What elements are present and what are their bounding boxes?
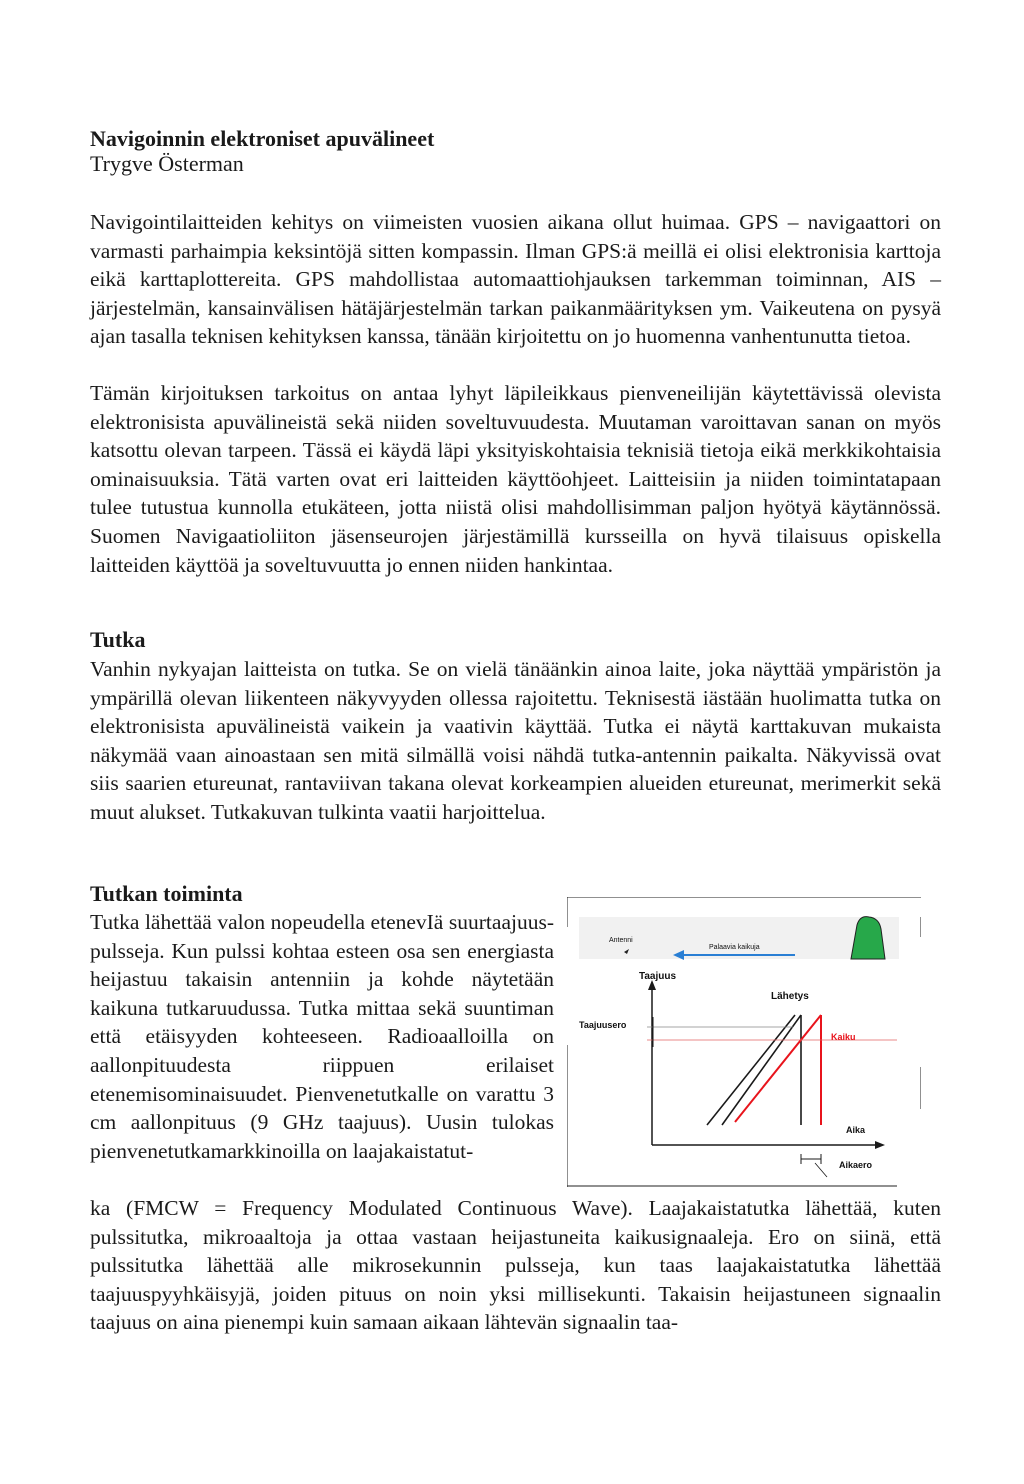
time-diff-leader <box>815 1163 827 1177</box>
transmit-sweep-1 <box>707 1015 795 1125</box>
tutka-paragraph: Vanhin nykyajan laitteista on tutka. Se on vielä tänäänkin ainoa laite, joka näyttää ympäristön ja ympärillä olevan liikenteen näkyvyyden ollessa rajoitettu. Teknisestä iästään huolimatta tutka on elektronisista apuvälineistä vaikein ja vaativin käyttää. Tutka ei näytä karttakuvan mukaista näkymää vaan ainoastaan sen mitä silmällä voisi nähdä tutka-antennin paikalta. Näkyvissä ovat siis saarien etureunat, rantaviivan takana olevat korkeampien alueiden etureunat, merimerkit sekä muut alukset. Tutkakuvan tulkinta vaatii harjoittelua. <box>90 657 941 824</box>
intro-paragraph-2: Tämän kirjoituksen tarkoitus on antaa lyhyt läpileikkaus pienveneilijän käytettävissä olevista elektronisista apuvälineistä sekä niiden soveltuvuudesta. Muutaman varoittavan sanan on myös katsottu olevan tarpeen. Tässä ei käydä läpi yksityiskohtaisia teknisiä tietoja eikä merkkikohtaisia ominaisuuksia. Tätä varten ovat eri laitteiden käyttöohjeet. Laitteisiin ja niiden toimintatapaan tulee tutustua kunnolla etukäteen, jotta niistä olisi mahdollisimman paljon hyötyä käytännössä. Suomen Navigaatioliiton jäsenseurojen järjestämillä kursseilla on hyvä tilaisuus opiskella laitteiden käyttöä ja soveltuvuutta jo ennen niiden hankintaa. <box>90 381 941 577</box>
echo-label: Kaiku <box>831 1032 856 1042</box>
frequency-axis-label: Taajuus <box>639 971 677 982</box>
time-axis-label: Aika <box>846 1125 866 1135</box>
toiminta-paragraph-wrapped: Tutka lähettää valon nopeudella etenevIä suurtaajuus-pulsseja. Kun pulssi kohtaa esteen osa sen energiasta heijastuu takaisin antenniin ja kohde näytetään kaikuna tutkaruudussa. Tutka mittaa sekä suuntiman että etäisyyden kohteeseen. Radioaalloilla on aallonpituudesta riippuen erilaiset etenemisominaisuudet. Pienvenetutkalle on varattu 3 cm aallonpituus (9 GHz taajuus). Uusin tulokas pienvenetutkamarkkinoilla on laajakaistatut- <box>90 910 554 1163</box>
toiminta-paragraph-continued: ka (FMCW = Frequency Modulated Continuous Wave). Laajakaistatutka lähettää, kuten pulssitutka, mikroaaltoja ja ottaa vastaan heijastuneita kaikusignaaleja. Ero on siinä, että pulssitutka lähettää alle mikrosekunnin pulsseja, kun taas laajakaistatutka lähettää taajuuspyyhkäisyjä, joiden pituus on noin yksi millisekunti. Takaisin heijastuneen signaalin taajuus on aina pienempi kuin samaan aikaan lähtevän signaalin taa- <box>90 1196 941 1335</box>
antenna-label: Antenni <box>609 937 633 944</box>
article-title: Navigoinnin elektroniset apuvälineet <box>90 126 435 151</box>
transmit-label: Lähetys <box>771 991 809 1002</box>
fmcw-radar-diagram <box>567 897 921 1187</box>
article-author: Trygve Österman <box>90 151 244 176</box>
returning-echoes-label: Palaavia kaikuja <box>709 944 760 951</box>
section-heading-tutka: Tutka <box>90 627 146 652</box>
transmit-sweep-2 <box>722 1015 801 1125</box>
time-axis-arrow <box>875 1141 885 1149</box>
frequency-difference-label: Taajuusero <box>579 1020 627 1030</box>
time-difference-label: Aikaero <box>839 1160 873 1170</box>
section-heading-tutkan-toiminta: Tutkan toiminta <box>90 881 243 906</box>
intro-paragraph-1: Navigointilaitteiden kehitys on viimeisten vuosien aikana ollut huimaa. GPS – navigaattori on varmasti parhaimpia keksintöjä sitten kompassin. Ilman GPS:ä meillä ei olisi elektronisia karttoja eikä karttaplottereita. GPS mahdollistaa automaattiohjauksen tarkemman toiminnan, AIS – järjestelmän, kansainvälisen hätäjärjestelmän tarkan paikanmäärityksen ym. Vaikeutena on pysyä ajan tasalla teknisen kehityksen kanssa, tänään kirjoitettu on jo huomenna vanhentunutta tietoa. <box>90 210 941 349</box>
echo-sweep <box>735 1015 821 1122</box>
